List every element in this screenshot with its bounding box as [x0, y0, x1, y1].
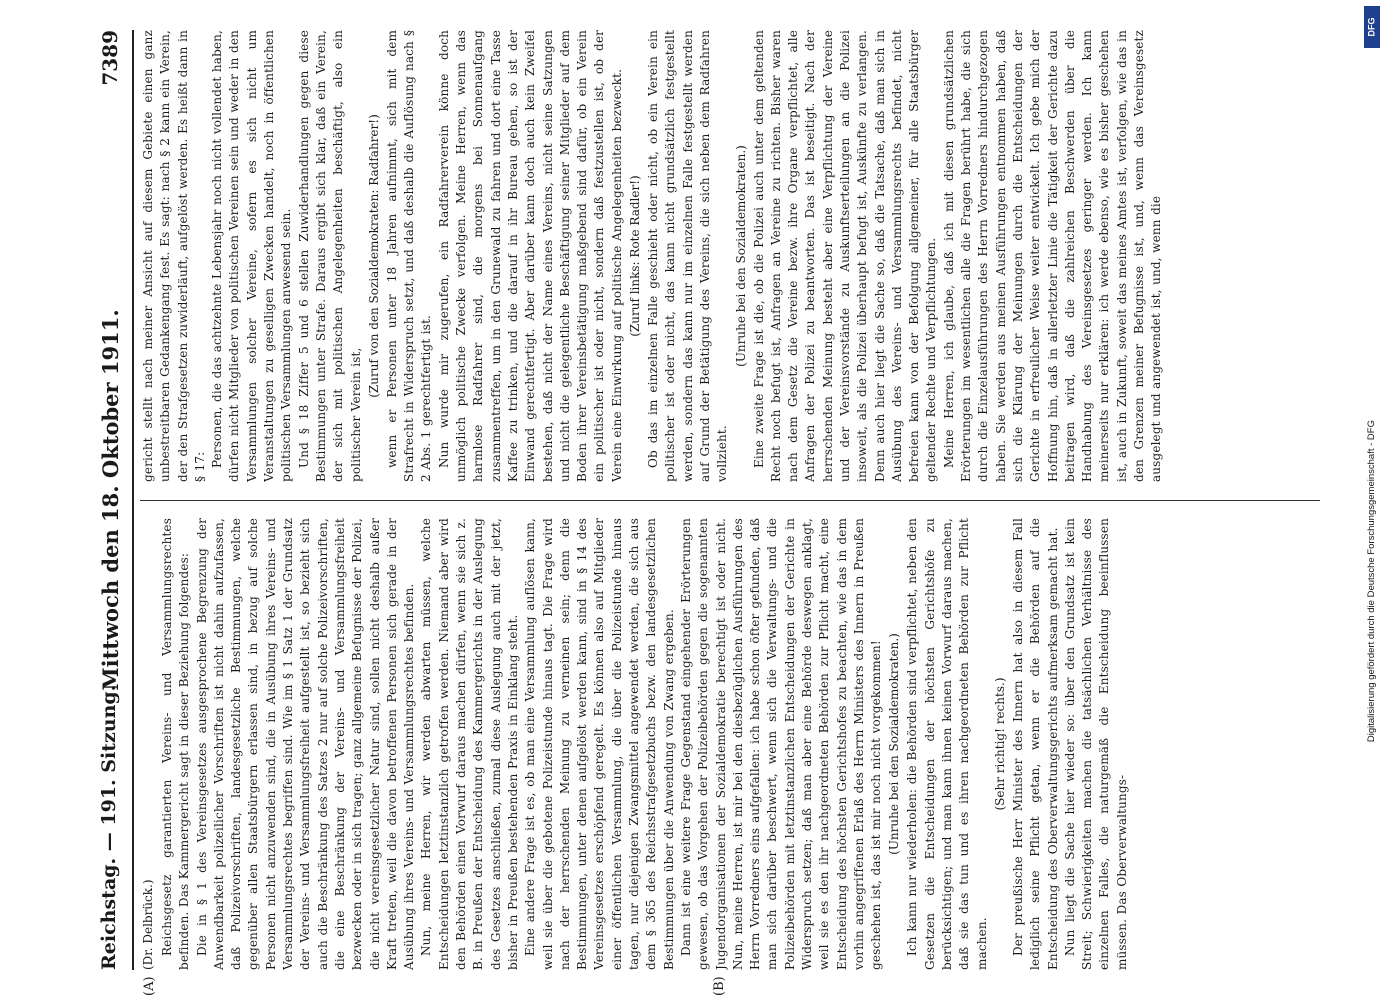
- right-column: [140, 30, 1320, 482]
- paragraph: Die in § 1 des Vereinsgesetzes ausgesprochene Begrenzung der Anwendbarkeit polizeilicher Vorschriften ist nicht dahin aufzufassen, daß Polizeivorschriften, landesgesetzliche Bestimmungen, welche gegenüber allen Staatsbürgern erlassen sind, in bezug auf solche Personen nicht anzuwenden sind, die in Ausübung ihres Vereins- und Versammlungsrechtes begriffen sind. Wie im § 1 Satz 1 der Grundsatz der Vereins- und Versammlungsfreiheit aufgestellt ist, so bezieht sich auch die Beschränkung des Satzes 2 nur auf solche Polizeivorschriften, die eine Beschränkung der Vereins- und Versammlungsfreiheit bezwecken oder in sich tragen; ganz allgemeine Befugnisse der Polizei, die nicht vereinsgesetzlicher Natur sind, sollen nicht deshalb außer Kraft treten, weil die davon betroffenen Personen sich gerade in der Ausübung ihres Vereins- und Versammlungsrechtes befinden.: [194, 518, 417, 970]
- paragraph: Nun wurde mir zugerufen, ein Radfahrerverein könne doch unmöglich politische Zwecke verfolgen. Meine Herren, wenn das harmlose Radfahrer sind, die morgens bei Sonnenaufgang zusammentreffen, um in den Grunewald zu fahren und dort eine Tasse Kaffee zu trinken, und die darauf in ihr Bureau gehen, so ist der Einwand gerechtfertigt. Aber darüber kann doch auch kein Zweifel bestehen, daß nicht der Name eines Vereins, nicht seine Satzungen und nicht die gelegentliche Beschäftigung seiner Mitglieder auf dem Boden ihrer Vereinsbetätigung maßgebend sind dafür, ob ein Verein ein politischer ist oder nicht, sondern daß festzustellen ist, ob der Verein eine Einwirkung auf politische Angelegenheiten bezweckt.: [436, 30, 624, 482]
- page-number: 7389: [98, 30, 122, 86]
- paragraph: Nun liegt die Sache hier wieder so: über den Grundsatz ist kein Streit; Schwierigkeiten machen die tatsächlichen Verhältnisse des einzelnen Falles, die naturgemäß die Entscheidung beeinflussen müssen. Das Oberverwaltungs-: [1062, 518, 1129, 970]
- speaker-label: (Dr. Delbrück.): [141, 879, 155, 970]
- paragraph: Meine Herren, ich glaube, daß ich mit diesen grundsätzlichen Erörterungen im wesentlichen alle die Fragen berührt habe, die sich durch die Einzelausführungen des Herrn Vorredners hindurchgezogen haben. Sie werden aus meinen Ausführungen entnommen haben, daß sich die Klärung der Meinungen durch die Entscheidungen der Gerichte in erfreulicher Weise weiter entwickelt. Ich gebe mich der Hoffnung hin, daß in allerletzter Linie die Tätigkeit der Gerichte dazu beitragen wird, daß die zahlreichen Beschwerden über die Handhabung des Vereinsgesetzes geringer werden. Ich kann meinerseits nur erklären: ich werde ebenso, wie es bisher geschehen ist, auch in Zukunft, soweit das meines Amtes ist, verfolgen, wie das in den Grenzen meiner Befugnisse ist, und, wenn das Vereinsgesetz ausgelegt und angewendet ist, und, wenn die: [941, 30, 1164, 482]
- interjection: (Zuruf von den Sozialdemokraten: Radfahrer!): [366, 114, 381, 398]
- paragraph: Ob das im einzelnen Falle geschieht oder nicht, ob ein Verein ein politischer ist oder nicht, das kann nicht grundsätzlich festgestellt werden, sondern das kann nur im einzelnen Falle festgestellt werden auf Grund der Betätigung des Vereins, die sich neben dem Radfahren vollzieht.: [646, 30, 730, 482]
- dfg-logo-text: DFG: [1366, 17, 1377, 37]
- dfg-logo-icon: [1364, 6, 1380, 48]
- paragraph: Eine zweite Frage ist die, ob die Polizei auch unter dem geltenden Recht noch befugt ist, Anfragen an Vereine zu richten. Bisher waren nach dem Gesetz die Vereine bezw. ihre Organe verpflichtet, alle Anfragen der Polizei zu beantworten. Das ist beseitigt. Nach der herrschenden Meinung besteht aber eine Verpflichtung der Vereine und der Vereinsvorstände zu Auskunftserteilungen an die Polizei insoweit, als die Polizei überhaupt befugt ist, Auskünfte zu verlangen. Denn auch hier liegt die Sache so, daß die Tatsache, daß man sich in Ausübung des Vereins- und Versammlungsrechts befindet, nicht befreien kann von der Befolgung allgemeiner, für alle Staatsbürger geltender Rechte und Verpflichtungen.: [751, 30, 939, 482]
- margin-marker-b: (B): [712, 976, 727, 996]
- funding-notice: Digitalisierung gefördert durch die Deutsche Forschungsgemeinschaft - DFG: [1366, 420, 1377, 743]
- header-left: Reichstag. — 191. Sitzung.: [98, 684, 120, 970]
- paragraph: Nun, meine Herren, wir werden abwarten müssen, welche Entscheidungen letztinstanzlich getroffen werden. Niemand aber wird den Behörden einen Vorwurf daraus machen dürfen, wenn sie sich z. B. in Preußen der Entscheidung des Kammergerichts in der Auslegung des Gesetzes anschließen, zumal diese Auslegung auch mit der jetzt, bisher in Preußen bestehenden Praxis in Einklang steht.: [419, 518, 520, 970]
- paragraph: Eine andere Frage ist es, ob man eine Versammlung auflösen kann, weil sie über die gebotene Polizeistunde hinaus tagt. Die Frage wird nach der herrschenden Meinung zu verneinen sein; denn die Bestimmungen, unter denen aufgelöst werden kann, sind in § 14 des Vereinsgesetzes erschöpfend geregelt. Es können also auf Mitglieder einer öffentlichen Versammlung, die über die Polizeistunde hinaus tagen, nur diejenigen Zwangsmittel angewendet werden, die sich aus dem § 365 des Reichsstrafgesetzbuchs bezw. den landesgesetzlichen Bestimmungen über die Anwendung von Zwang ergeben.: [523, 518, 676, 970]
- paragraph: gericht stellt nach meiner Ansicht auf diesem Gebiete einen ganz unbestreitbaren Gedankengang fest. Es sagt: nach § 2 kann ein Verein, der den Strafgesetzen zuwiderläuft, aufgelöst werden. Es heißt dann in § 17:: [141, 30, 207, 482]
- paragraph: Dann ist eine weitere Frage Gegenstand eingehender Erörterungen gewesen, ob das Vorgehen der Polizeibehörden gegen die sogenannten Jugendorganisationen der Sozialdemokratie berechtigt ist oder nicht. Nun, meine Herren, ist mir bei den diesbezüglichen Ausführungen des Herrn Vorredners eins aufgefallen: ich habe schon öfter gefunden, daß man sich darüber beschwert, wenn sich die Verwaltungs- und die Polizeibehörden mit letztinstanzlichen Entscheidungen der Gerichte in Widerspruch setzen; daß man aber eine Behörde deswegen anklagt, weil sie es den ihr nachgeordneten Behörden zur Pflicht macht, eine Entscheidung des höchsten Gerichtshofes zu beachten, wie das in dem vorhin angegriffenen Erlaß des Herrn Ministers des Innern in Preußen geschehen ist, das ist mir noch nicht vorgekommen!: [678, 518, 884, 970]
- left-column: [140, 518, 1320, 970]
- interjection: (Zuruf links: Rote Radler!): [628, 175, 643, 337]
- page-header: [92, 30, 134, 970]
- interjection: (Sehr richtig! rechts.): [992, 677, 1007, 811]
- paragraph: Der preußische Herr Minister des Innern hat also in diesem Fall lediglich seine Pflicht getan, wenn er die Behörden auf die Entscheidung des Oberverwaltungsgerichts aufmerksam gemacht hat.: [1010, 518, 1060, 970]
- column-divider: [140, 500, 1320, 501]
- document-page: [92, 30, 1332, 996]
- paragraph: Und § 18 Ziffer 5 und 6 stellen Zuwiderhandlungen gegen diese Bestimmungen unter Strafe. Daraus ergibt sich klar, daß ein Verein, der sich mit politischen Angelegenheiten beschäftigt, also ein politischer Verein ist,: [296, 30, 363, 482]
- paragraph: Personen, die das achtzehnte Lebensjahr noch nicht vollendet haben, dürfen nicht Mitglieder von politischen Vereinen sein und weder in den Versammlungen solcher Vereine, sofern es sich nicht um Veranstaltungen zu geselligen Zwecken handelt, noch in öffentlichen politischen Versammlungen anwesend sein.: [210, 30, 294, 482]
- interjection: (Unruhe bei den Sozialdemokraten.): [887, 633, 902, 855]
- paragraph: Reichsgesetz garantierten Vereins- und Versammlungsrechtes befinden. Das Kammergericht sagt in dieser Beziehung folgendes:: [160, 518, 192, 970]
- interjection: (Unruhe bei den Sozialdemokraten.): [733, 145, 748, 367]
- paragraph: wenn er Personen unter 18 Jahren aufnimmt, sich mit dem Strafrecht in Widerspruch setzt, und daß deshalb die Auflösung nach § 2 Abs. 1 gerechtfertigt ist.: [384, 30, 434, 482]
- paragraph: Ich kann nur wiederholen: die Behörden sind verpflichtet, neben den Gesetzen die Entscheidungen der höchsten Gerichtshöfe zu berücksichtigen; und man kann ihnen keinen Vorwurf daraus machen, daß sie das tun und es ihren nachgeordneten Behörden zur Pflicht machen.: [905, 518, 989, 970]
- header-date: Mittwoch den 18. Oktober 1911.: [98, 309, 123, 691]
- margin-marker-a: (A): [142, 976, 157, 996]
